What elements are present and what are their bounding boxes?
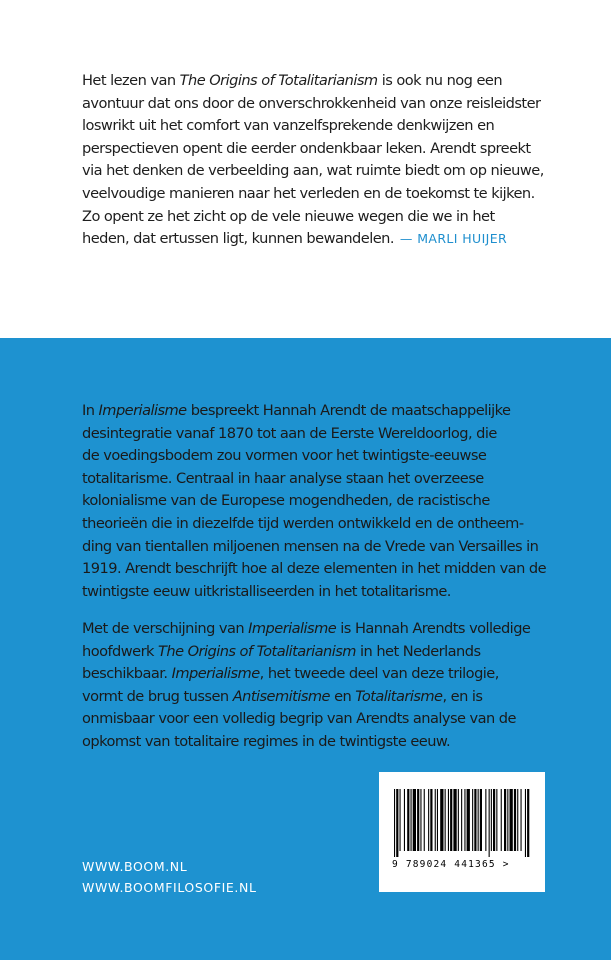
barcode-bar bbox=[504, 789, 506, 851]
blurb-1-line bbox=[82, 400, 582, 423]
barcode-bar bbox=[514, 789, 516, 851]
barcode-bar bbox=[507, 789, 508, 851]
text-segment: onmisbaar voor een volledig begrip van Arendts analyse van de bbox=[82, 710, 516, 728]
barcode-bar bbox=[489, 789, 490, 857]
barcode-bar bbox=[396, 789, 398, 857]
barcode-bar bbox=[417, 789, 419, 851]
blurb-2-line bbox=[82, 618, 582, 641]
barcode-bar bbox=[413, 789, 416, 851]
italic-title: The Origins of Totalitarianism bbox=[179, 72, 378, 89]
italic-title: Antisemitisme bbox=[232, 687, 330, 705]
barcode-bar bbox=[467, 789, 470, 851]
blurb-1-line bbox=[82, 581, 582, 604]
italic-title: Imperialisme bbox=[171, 665, 260, 683]
barcode-bar bbox=[458, 789, 459, 851]
barcode-bar bbox=[450, 789, 452, 851]
text-segment: desintegratie vanaf 1870 tot aan de Eerste Wereldoorlog, die bbox=[82, 424, 497, 442]
blurb-2-line bbox=[82, 731, 582, 754]
text-segment: , het tweede deel van deze trilogie, bbox=[259, 665, 499, 683]
blurb-1-line bbox=[82, 445, 582, 468]
blurb-2-line bbox=[82, 708, 582, 731]
barcode-bar bbox=[440, 789, 443, 851]
barcode-bar bbox=[527, 789, 529, 857]
blurb-1-line bbox=[82, 423, 582, 446]
website-links bbox=[82, 856, 257, 898]
barcode-bar bbox=[461, 789, 462, 851]
barcode-bars bbox=[392, 789, 532, 857]
text-segment: bespreekt Hannah Arendt de maatschappelijke bbox=[186, 402, 511, 419]
text-segment: perspectieven opent die eerder ondenkbaar leken. Arendt spreekt bbox=[82, 139, 531, 157]
text-segment: en bbox=[329, 687, 356, 705]
barcode-bar bbox=[411, 789, 412, 851]
quote-panel bbox=[0, 0, 611, 338]
barcode-bar bbox=[424, 789, 425, 851]
italic-title: The Origins of Totalitarianism bbox=[158, 642, 356, 660]
text-segment: opkomst van totalitaire regimes in de twintigste eeuw. bbox=[82, 732, 451, 750]
text-segment: kolonialisme van de Europese mogendheden, de racistische bbox=[82, 492, 490, 510]
review-quote bbox=[82, 70, 582, 251]
text-segment: loswrikt uit het comfort van vanzelfsprekende denkwijzen en bbox=[82, 117, 495, 135]
barcode-bar bbox=[480, 789, 482, 851]
quote-line bbox=[82, 138, 582, 161]
text-segment: , en is bbox=[442, 687, 483, 705]
text-segment: veelvoudige manieren naar het verleden en de toekomst te kijken. bbox=[82, 184, 535, 202]
website-link-boom[interactable]: WWW.BOOM.NL bbox=[82, 859, 188, 874]
text-segment: 1919. Arendt beschrijft hoe al deze elementen in het midden van de bbox=[82, 560, 547, 578]
barcode-bar bbox=[453, 789, 456, 851]
barcode-bar bbox=[448, 789, 449, 851]
barcode-bar bbox=[517, 789, 518, 851]
text-segment: is ook nu nog een bbox=[377, 72, 503, 89]
text-segment: totalitarisme. Centraal in haar analyse staan het overzeese bbox=[82, 469, 484, 487]
blurb-1-line bbox=[82, 536, 582, 559]
quote-line bbox=[82, 206, 582, 229]
text-segment: avontuur dat ons door de onverschrokkenheid van onze reisleidster bbox=[82, 94, 541, 112]
text-segment: is Hannah Arendts volledige bbox=[336, 620, 531, 637]
barcode-bar bbox=[525, 789, 526, 857]
blurb-2-line bbox=[82, 663, 582, 686]
barcode-bar bbox=[400, 789, 401, 851]
blurb-2-line bbox=[82, 686, 582, 709]
text-segment: Met de verschijning van bbox=[82, 620, 249, 637]
text-segment: heden, dat ertussen ligt, kunnen bewandelen. bbox=[82, 230, 394, 248]
barcode-bar bbox=[501, 789, 502, 851]
italic-title: Imperialisme bbox=[98, 402, 187, 419]
italic-title: Imperialisme bbox=[248, 620, 337, 637]
website-link-boomfilosofie[interactable]: WWW.BOOMFILOSOFIE.NL bbox=[82, 880, 257, 895]
barcode-bar bbox=[435, 789, 436, 851]
barcode-bar bbox=[428, 789, 429, 851]
blurb-2-line bbox=[82, 641, 582, 664]
text-segment: hoofdwerk bbox=[82, 642, 159, 660]
barcode-bar bbox=[437, 789, 438, 851]
barcode-bar bbox=[464, 789, 465, 851]
blurb-paragraph-1 bbox=[82, 400, 582, 603]
quote-line bbox=[82, 228, 582, 251]
blurb-1-line bbox=[82, 468, 582, 491]
blurb-1-line bbox=[82, 490, 582, 513]
barcode-bar bbox=[491, 789, 492, 851]
quote-line bbox=[82, 93, 582, 116]
blurb-paragraph-2 bbox=[82, 618, 582, 754]
barcode-bar bbox=[472, 789, 473, 851]
text-segment: Zo opent ze het zicht op de vele nieuwe wegen die we in het bbox=[82, 207, 495, 225]
blurb-1-line bbox=[82, 513, 582, 536]
text-segment: in het Nederlands bbox=[355, 642, 481, 660]
text-segment: via het denken de verbeelding aan, wat ruimte biedt om op nieuwe, bbox=[82, 162, 544, 180]
quote-line bbox=[82, 70, 582, 93]
text-segment: beschikbaar. bbox=[82, 665, 172, 683]
text-segment: In bbox=[82, 402, 99, 419]
isbn-number: 9 789024 441365 > bbox=[392, 859, 510, 870]
barcode-bar bbox=[420, 789, 421, 851]
quote-line bbox=[82, 115, 582, 138]
text-segment: Het lezen van bbox=[82, 72, 180, 89]
barcode-bar bbox=[478, 789, 479, 851]
quote-line bbox=[82, 160, 582, 183]
text-segment: vormt de brug tussen bbox=[82, 687, 233, 705]
barcode-bar bbox=[404, 789, 405, 851]
text-segment: twintigste eeuw uitkristalliseerden in het totalitarisme. bbox=[82, 582, 451, 600]
barcode-bar bbox=[445, 789, 446, 851]
text-segment: ding van tientallen miljoenen mensen na de Vrede van Versailles in bbox=[82, 537, 539, 555]
quote-author: — MARLI HUIJER bbox=[399, 231, 508, 247]
barcode-bar bbox=[394, 789, 395, 857]
quote-line bbox=[82, 183, 582, 206]
barcode-bar bbox=[493, 789, 495, 851]
barcode bbox=[379, 772, 545, 892]
barcode-bar bbox=[521, 789, 522, 851]
barcode-bar bbox=[474, 789, 476, 851]
text-segment: de voedingsbodem zou vormen voor het twintigste-eeuwse bbox=[82, 447, 487, 465]
blurb-1-line bbox=[82, 558, 582, 581]
barcode-bar bbox=[496, 789, 497, 851]
barcode-bar bbox=[407, 789, 409, 851]
barcode-bar bbox=[485, 789, 486, 851]
blurb-panel bbox=[0, 338, 611, 960]
italic-title: Totalitarisme bbox=[355, 687, 443, 705]
text-segment: theorieën die in diezelfde tijd werden ontwikkeld en de ontheem- bbox=[82, 514, 524, 532]
barcode-bar bbox=[510, 789, 513, 851]
barcode-bar bbox=[430, 789, 432, 851]
